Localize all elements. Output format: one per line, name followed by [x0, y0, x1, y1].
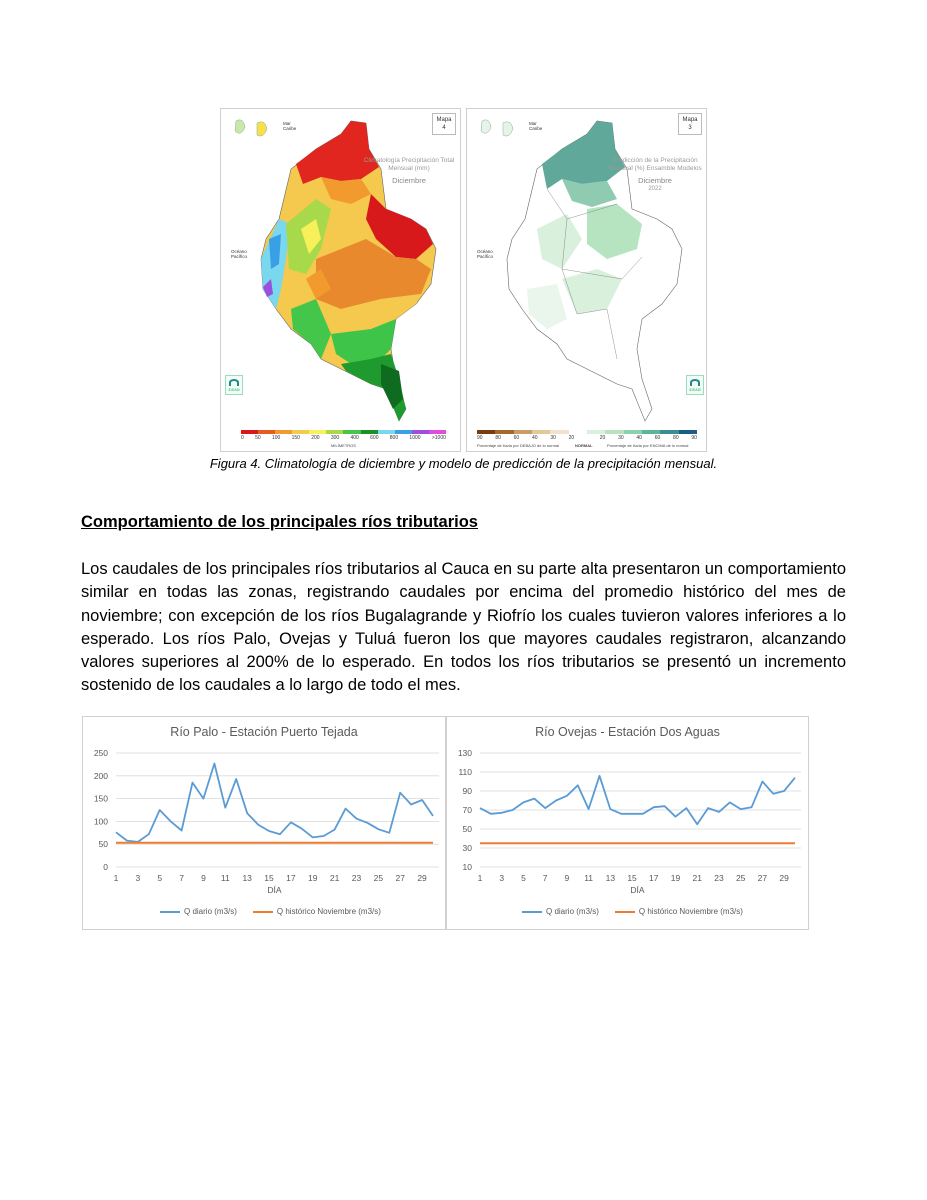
legend-color-6	[587, 430, 605, 434]
prediction-legend-below: Porcentaje de lluvia por DEBAJO de lo normal	[477, 443, 560, 448]
x-tick-label: 21	[692, 873, 702, 883]
precipitation-legend-ticks	[241, 435, 446, 441]
map-number: 3	[688, 125, 692, 131]
legend-tick: 150	[291, 435, 300, 441]
series-line-q-diario	[480, 776, 795, 825]
x-tick-label: 23	[714, 873, 724, 883]
climatology-map-panel	[220, 108, 461, 452]
legend-color-5	[569, 430, 587, 434]
legend-tick: 1000	[409, 435, 421, 441]
legend-tick: 80	[673, 435, 679, 441]
precipitation-legend-bar	[241, 430, 446, 434]
y-tick-label: 250	[93, 748, 108, 758]
legend-tick: 400	[350, 435, 359, 441]
y-tick-label: 30	[462, 843, 472, 853]
x-tick-label: 9	[564, 873, 570, 883]
x-tick-label: 1	[477, 873, 483, 883]
legend-tick: 100	[271, 435, 281, 441]
legend-swatch-q-diario	[160, 911, 180, 913]
x-tick-label: 29	[779, 873, 789, 883]
x-tick-label: 3	[499, 873, 505, 883]
figure-caption: Figura 4. Climatología de diciembre y modelo de predicción de la precipitación mensual.	[209, 456, 718, 471]
map-label: Mapa	[682, 117, 698, 123]
ideam-logo: IDEAM	[225, 375, 243, 395]
legend-label-q-diario: Q diario (m3/s)	[546, 907, 599, 916]
legend-tick: 40	[636, 435, 642, 441]
x-tick-label: 11	[584, 873, 594, 883]
x-tick-label: 23	[351, 873, 362, 883]
legend-color-11	[429, 430, 446, 434]
legend-tick: 90	[691, 435, 697, 441]
legend-color-7	[361, 430, 378, 434]
map-year: 2022	[648, 186, 662, 192]
legend-tick: 50	[255, 435, 261, 441]
legend-color-2	[275, 430, 292, 434]
legend-color-5	[326, 430, 343, 434]
legend-color-6	[343, 430, 360, 434]
sea-label: Mar Caribe	[529, 121, 543, 131]
legend-color-2	[514, 430, 532, 434]
x-tick-label: 27	[757, 873, 768, 883]
legend-tick: 40	[531, 435, 538, 441]
series-line-q-diario	[116, 764, 433, 842]
x-tick-label: 19	[670, 873, 681, 883]
x-tick-label: 19	[308, 873, 318, 883]
x-tick-label: 29	[417, 873, 427, 883]
x-tick-label: 15	[264, 873, 274, 883]
legend-label-q-diario: Q diario (m3/s)	[184, 907, 237, 916]
prediction-legend-bar	[477, 430, 697, 434]
legend-tick: 60	[513, 435, 520, 441]
x-tick-label: 25	[373, 873, 384, 883]
legend-swatch-q-historico	[253, 911, 273, 913]
legend-tick: 800	[389, 435, 399, 441]
x-tick-label: 5	[521, 873, 526, 883]
legend-tick: 20	[568, 435, 575, 441]
x-tick-label: 11	[220, 873, 230, 883]
y-tick-label: 70	[462, 805, 472, 815]
y-tick-label: 50	[462, 824, 472, 834]
y-tick-label: 100	[93, 816, 108, 827]
y-tick-label: 110	[458, 767, 472, 777]
map-month: Diciembre	[638, 176, 672, 185]
x-tick-label: 25	[735, 873, 746, 883]
chart-title: Río Ovejas - Estación Dos Aguas	[535, 725, 720, 739]
legend-color-4	[550, 430, 568, 434]
x-tick-label: 7	[179, 873, 184, 883]
x-tick-label: 3	[135, 873, 141, 883]
x-tick-label: 15	[627, 873, 637, 883]
x-tick-label: 17	[286, 873, 296, 883]
y-tick-label: 50	[98, 839, 108, 850]
x-tick-label: 9	[201, 873, 206, 883]
legend-tick: 300	[330, 435, 340, 441]
prediction-legend-ticks	[477, 435, 697, 441]
y-tick-label: 200	[93, 770, 108, 781]
legend-swatch-q-diario	[522, 911, 542, 913]
ocean-label: Océano Pacífico	[231, 249, 248, 259]
legend-color-10	[660, 430, 678, 434]
precipitation-legend-unit: MILÍMETROS	[331, 443, 356, 448]
legend-color-4	[309, 430, 326, 434]
map-month: Diciembre	[392, 176, 426, 185]
x-axis-label: DÍA	[267, 885, 282, 895]
prediction-legend-above: Porcentaje de lluvia por ENCIMA de lo normal	[607, 443, 689, 448]
map-number-box	[432, 113, 456, 135]
legend-tick: 600	[370, 435, 379, 441]
map-title-text: Climatología Precipitación Total Mensual (mm)	[363, 157, 455, 172]
map-title-text: Predicción de la Precipitación Mensual (%) Ensamble Modelos	[608, 157, 702, 172]
chart-plot-area	[83, 717, 447, 931]
x-axis-label: DÍA	[630, 885, 645, 895]
ideam-logo: IDEAM	[686, 375, 704, 395]
y-tick-label: 130	[457, 748, 472, 758]
legend-swatch-q-historico	[615, 911, 635, 913]
chart-plot-area	[447, 717, 810, 931]
legend-color-11	[679, 430, 697, 434]
legend-tick: >1000	[431, 435, 446, 441]
map-title	[359, 157, 459, 185]
legend-color-3	[292, 430, 309, 434]
section-heading: Comportamiento de los principales ríos tributarios	[81, 513, 478, 531]
legend-label-q-historico: Q histórico Noviembre (m3/s)	[638, 907, 743, 916]
legend-tick: 30	[618, 435, 624, 441]
legend-color-9	[395, 430, 412, 434]
section-paragraph: Los caudales de los principales ríos tributarios al Cauca en su parte alta presentaron un comportamiento similar en todas las zonas, registrando caudales por encima del promedio histórico del mes de noviembre; con excepción de los ríos Bugalagrande y Riofrío los cuales tuvieron valores inferiores a lo esperado. Los ríos Palo, Ovejas y Tuluá fueron los que mayores caudales registraron, alcanzando valores superiores al 200% de lo esperado. En todos los ríos tributarios se presentó un incremento sostenido de los caudales a lo largo de todo el mes.	[81, 560, 846, 695]
legend-color-10	[412, 430, 429, 434]
x-tick-label: 5	[157, 873, 163, 883]
x-tick-label: 17	[649, 873, 659, 883]
legend-tick: 20	[599, 435, 606, 441]
legend-color-8	[624, 430, 642, 434]
y-tick-label: 10	[462, 862, 472, 872]
x-tick-label: 13	[605, 873, 616, 883]
chart-rio-palo	[82, 716, 446, 930]
map-label: Mapa	[436, 117, 452, 123]
x-tick-label: 7	[542, 873, 548, 883]
legend-tick: 80	[495, 435, 501, 441]
legend-tick: 30	[550, 435, 556, 441]
map-number: 4	[442, 125, 446, 131]
x-tick-label: 13	[242, 873, 252, 883]
ocean-label: Océano Pacífico	[477, 249, 494, 259]
legend-color-0	[477, 430, 495, 434]
y-tick-label: 150	[93, 793, 108, 804]
legend-color-1	[258, 430, 275, 434]
map-title	[605, 157, 705, 193]
legend-color-0	[241, 430, 258, 434]
legend-color-1	[495, 430, 513, 434]
legend-label-q-historico: Q histórico Noviembre (m3/s)	[276, 907, 381, 916]
legend-color-8	[378, 430, 395, 434]
map-number-box	[678, 113, 702, 135]
x-tick-label: 27	[395, 873, 405, 883]
prediction-map-panel	[466, 108, 707, 452]
chart-rio-ovejas	[446, 716, 809, 930]
chart-legend	[522, 907, 743, 916]
prediction-legend-normal: NORMAL	[575, 443, 593, 448]
sea-label: Mar Caribe	[283, 121, 297, 131]
legend-tick: 60	[654, 435, 661, 441]
y-tick-label: 90	[462, 786, 472, 796]
legend-color-9	[642, 430, 660, 434]
legend-color-3	[532, 430, 550, 434]
legend-tick: 0	[241, 435, 244, 441]
x-tick-label: 1	[113, 873, 119, 883]
legend-tick: 200	[311, 435, 320, 441]
y-tick-label: 0	[103, 862, 108, 872]
chart-title: Río Palo - Estación Puerto Tejada	[170, 725, 358, 739]
x-tick-label: 21	[329, 873, 340, 883]
legend-tick: 90	[477, 435, 483, 441]
legend-color-7	[605, 430, 623, 434]
chart-legend	[160, 907, 381, 916]
